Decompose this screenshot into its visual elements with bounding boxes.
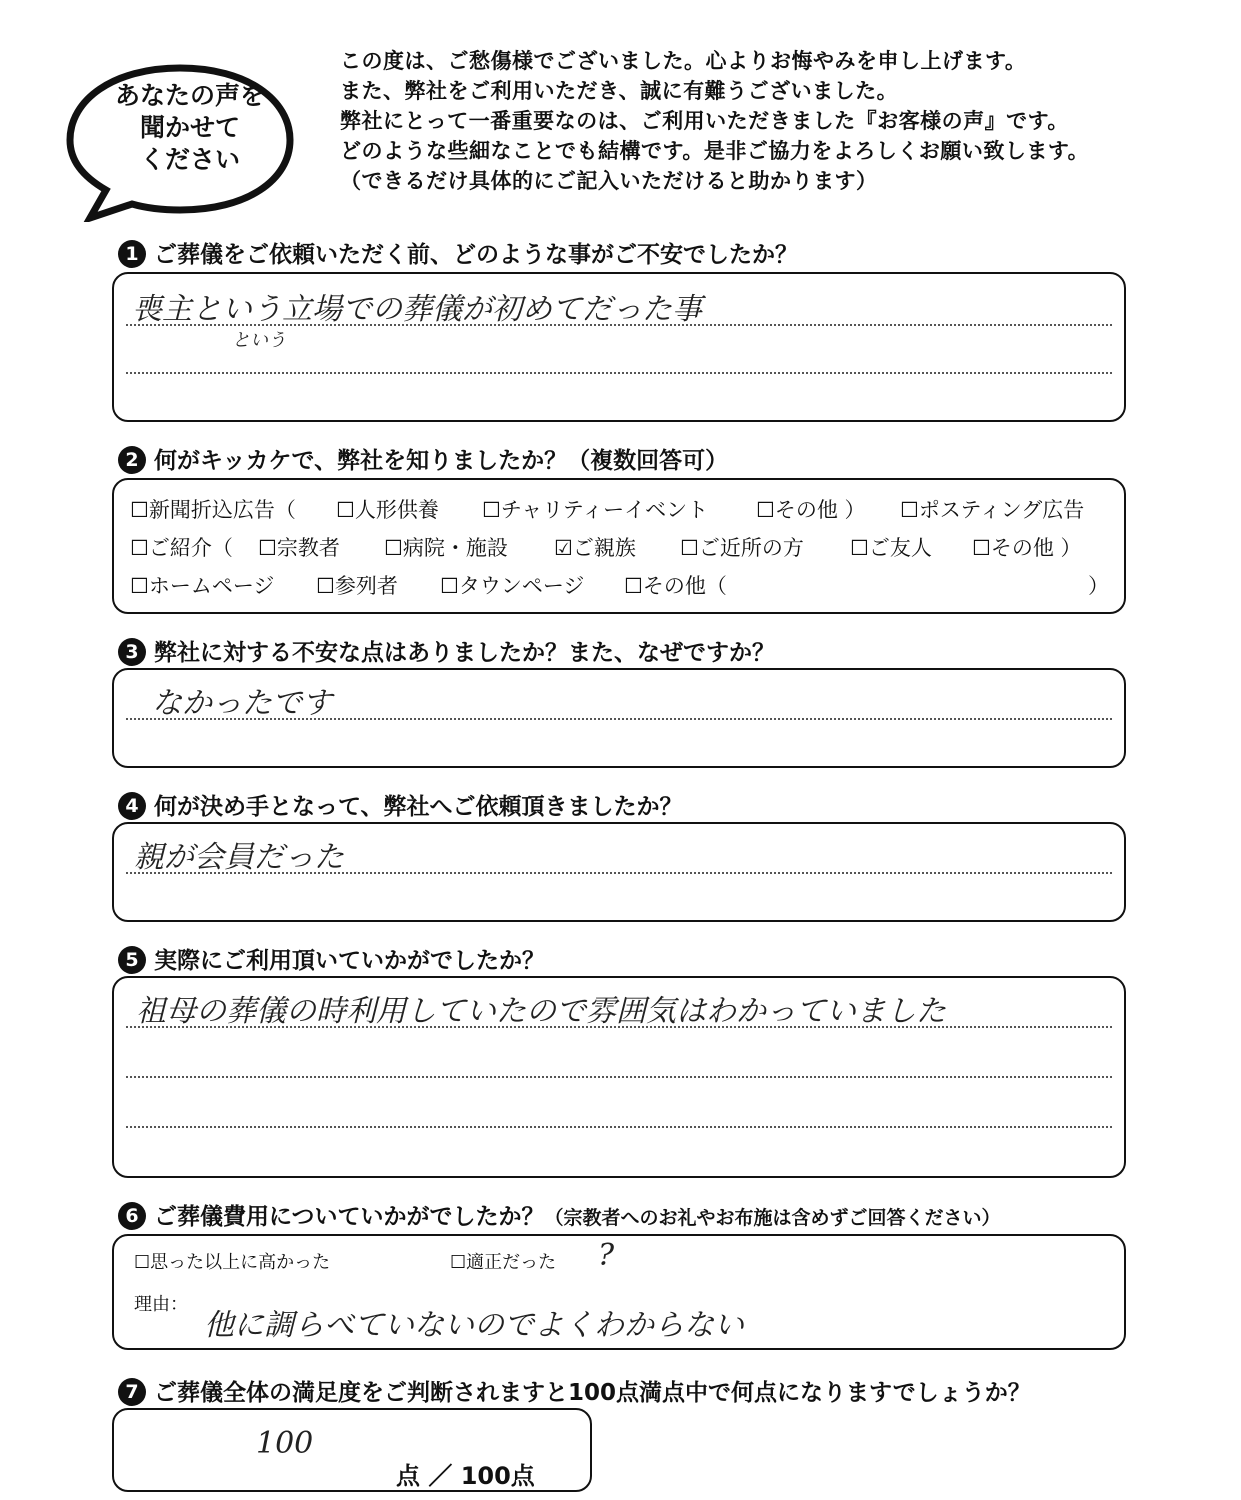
option-posting-ad[interactable]: ☐ポスティング広告 <box>900 498 1085 522</box>
score-handwriting: 100 <box>256 1426 314 1461</box>
question-5-text: 実際にご利用頂いていかがでしたか？ <box>154 948 545 974</box>
bubble-line: あなたの声を <box>114 81 265 110</box>
question-number-1: 1 <box>118 240 146 268</box>
question-7 <box>118 1374 1031 1408</box>
option-charity-event[interactable]: ☐チャリティーイベント <box>482 498 709 522</box>
answer-box-5[interactable] <box>112 976 1126 1178</box>
option-friends[interactable]: ☐ご友人 <box>850 536 932 560</box>
question-7-text: ご葬儀全体の満足度をご判断されますと100点満点中で何点になりますでしょうか？ <box>154 1380 1031 1406</box>
answer-box-4[interactable] <box>112 822 1126 922</box>
question-number-4: 4 <box>118 792 146 820</box>
option-doll-memorial[interactable]: ☐人形供養 <box>336 498 439 522</box>
score-box[interactable] <box>112 1408 592 1492</box>
answer-1-note: という <box>232 330 286 351</box>
question-5 <box>118 942 545 976</box>
option-religious[interactable]: ☐宗教者 <box>258 536 340 560</box>
answer-6-reason[interactable]: 他に調らべていないのでよくわからない <box>204 1308 744 1343</box>
question-1 <box>118 236 798 270</box>
score-unit: 点 ／ 100点 <box>396 1462 535 1490</box>
option-other-3[interactable]: ☐その他（ <box>624 574 727 598</box>
option-townpage[interactable]: ☐タウンページ <box>440 574 585 598</box>
option-other-3-close: ） <box>1088 574 1109 598</box>
intro-line: この度は、ご愁傷様でございました。心よりお悔やみを申し上げます。 <box>340 49 1027 73</box>
option-too-expensive[interactable]: ☐思った以上に高かった <box>134 1252 331 1273</box>
options-box-2 <box>112 478 1126 614</box>
intro-line: （できるだけ具体的にご記入いただけると助かります） <box>340 169 878 193</box>
question-number-5: 5 <box>118 946 146 974</box>
answer-6-mark: ? <box>598 1238 615 1273</box>
option-newspaper[interactable]: ☐新聞折込広告（ <box>130 498 296 522</box>
answer-3-handwriting: なかったです <box>152 686 332 721</box>
option-reasonable[interactable]: ☐適正だった <box>450 1252 557 1273</box>
question-6 <box>118 1198 1001 1232</box>
intro-line: 弊社にとって一番重要なのは、ご利用いただきました『お客様の声』です。 <box>340 109 1069 133</box>
answer-box-1[interactable] <box>112 272 1126 422</box>
question-2 <box>118 442 728 476</box>
dotted-line <box>126 1126 1112 1128</box>
option-neighbors[interactable]: ☐ご近所の方 <box>680 536 804 560</box>
question-number-6: 6 <box>118 1202 146 1230</box>
answer-5-handwriting: 祖母の葬儀の時利用していたので雰囲気はわかっていました <box>136 994 946 1029</box>
question-1-text: ご葬儀をご依頼いただく前、どのような事がご不安でしたか？ <box>154 242 798 268</box>
intro-text <box>340 46 1220 196</box>
question-4-text: 何が決め手となって、弊社へご依頼頂きましたか？ <box>154 794 683 820</box>
question-6-note: （宗教者へのお礼やお布施は含めずご回答ください） <box>544 1207 1001 1229</box>
bubble-title <box>92 80 288 176</box>
dotted-line <box>126 1076 1112 1078</box>
intro-line: また、弊社をご利用いただき、誠に有難うございました。 <box>340 79 899 103</box>
question-6-text: ご葬儀費用についていかがでしたか？ <box>154 1204 545 1230</box>
bubble-line: 聞かせて <box>139 113 240 142</box>
option-referral[interactable]: ☐ご紹介（ <box>130 536 233 560</box>
bubble-line: ください <box>139 145 240 174</box>
option-attendee[interactable]: ☐参列者 <box>316 574 398 598</box>
question-number-7: 7 <box>118 1378 146 1406</box>
question-number-3: 3 <box>118 638 146 666</box>
option-other-1[interactable]: ☐その他 ） <box>756 498 866 522</box>
question-4 <box>118 788 683 822</box>
question-2-text: 何がキッカケで、弊社を知りましたか？（複数回答可） <box>154 448 729 474</box>
option-homepage[interactable]: ☐ホームページ <box>130 574 275 598</box>
question-3 <box>118 634 775 668</box>
question-number-2: 2 <box>118 446 146 474</box>
dotted-line <box>126 372 1112 374</box>
answer-box-3[interactable] <box>112 668 1126 768</box>
answer-4-handwriting: 親が会員だった <box>134 840 344 875</box>
answer-1-handwriting: 喪主という立場での葬儀が初めてだった事 <box>132 292 702 327</box>
reason-label: 理由： <box>134 1294 188 1315</box>
option-other-2[interactable]: ☐その他 ） <box>972 536 1082 560</box>
answer-box-6 <box>112 1234 1126 1350</box>
option-hospital[interactable]: ☐病院・施設 <box>384 536 508 560</box>
intro-line: どのような些細なことでも結構です。是非ご協力をよろしくお願い致します。 <box>340 139 1090 163</box>
option-relatives[interactable]: ☑ご親族 <box>554 536 636 560</box>
question-3-text: 弊社に対する不安な点はありましたか？また、なぜですか？ <box>154 640 775 666</box>
